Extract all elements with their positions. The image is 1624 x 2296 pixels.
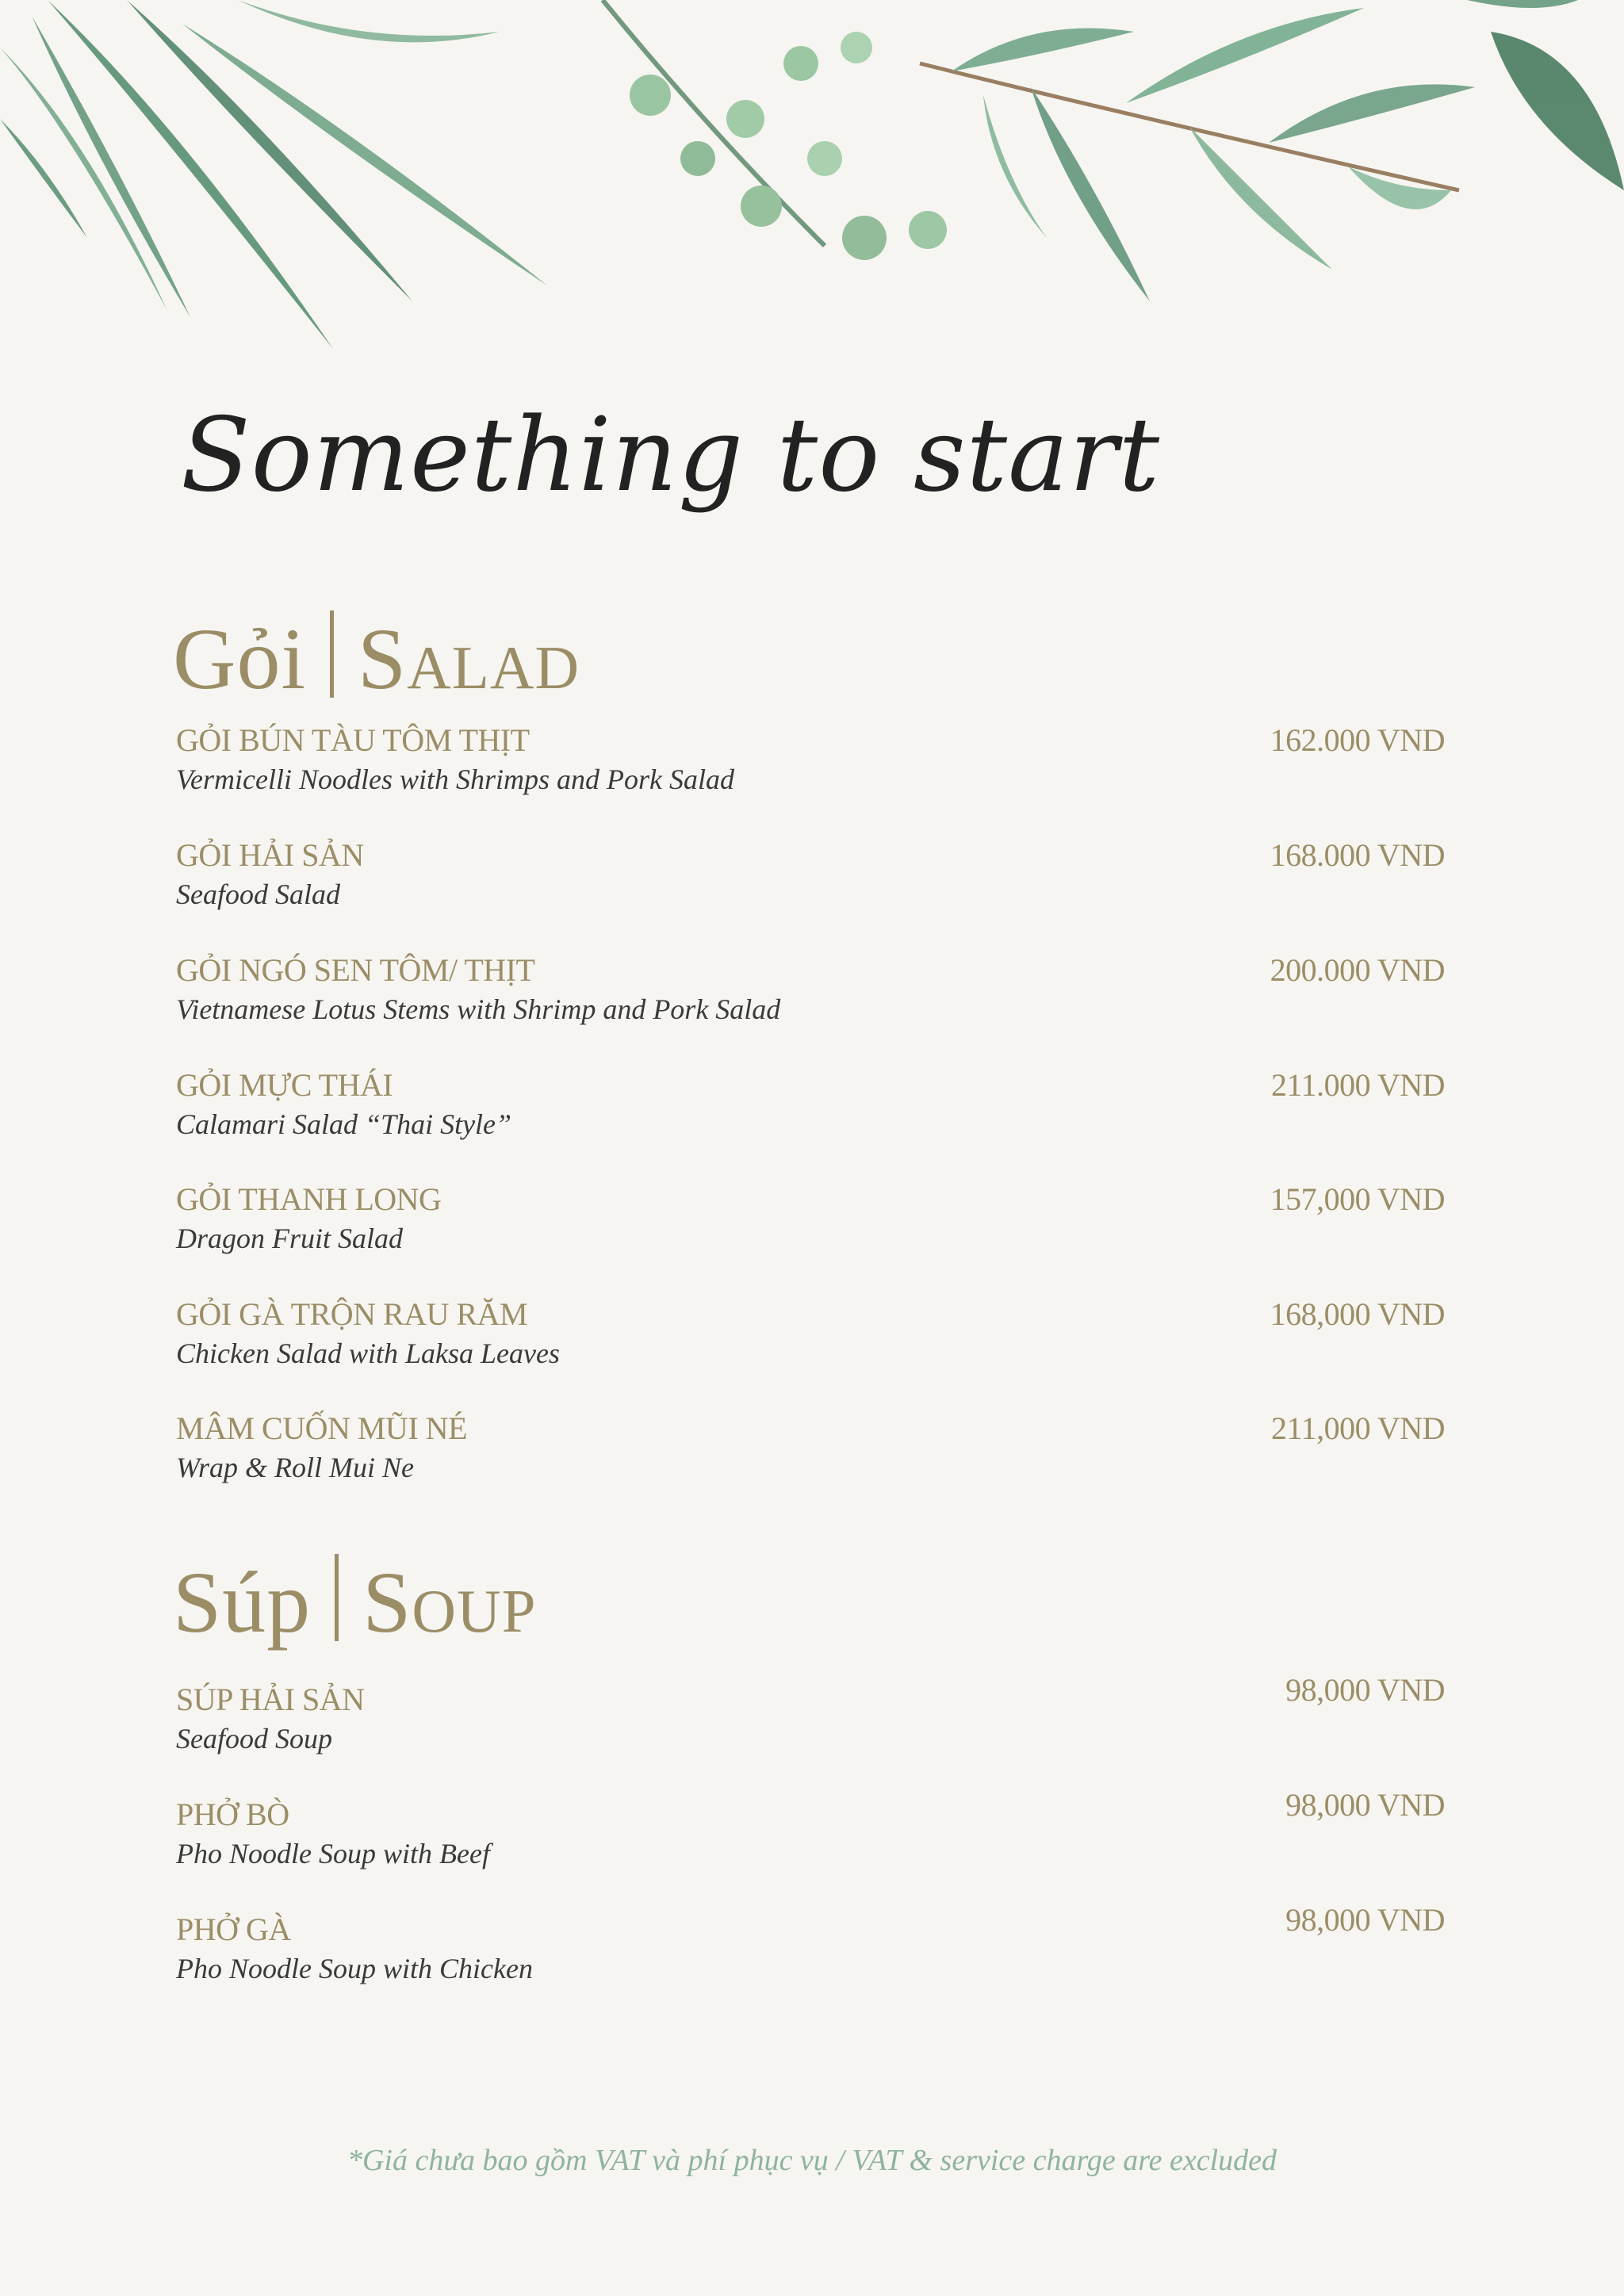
item-price: 98,000 VND	[1285, 1902, 1445, 1938]
menu-item	[176, 836, 1445, 932]
item-description: Pho Noodle Soup with Chicken	[176, 1953, 533, 1984]
section-title-vn: Gỏi	[173, 610, 306, 707]
section-title-en: Salad	[358, 610, 580, 707]
watercolor-leaves-decoration	[0, 0, 1624, 365]
menu-item	[176, 951, 1445, 1047]
item-price: 98,000 VND	[1285, 1787, 1445, 1823]
item-name: GỎI MỰC THÁI	[176, 1067, 393, 1103]
item-price: 162.000 VND	[1270, 722, 1445, 758]
divider	[330, 610, 334, 698]
menu-item	[176, 1787, 1445, 1891]
item-name: MÂM CUỐN MŨI NÉ	[176, 1410, 467, 1446]
item-description: Vermicelli Noodles with Shrimps and Pork Salad	[176, 763, 734, 795]
page-title: Something to start	[181, 396, 1160, 515]
menu-item	[176, 1181, 1445, 1276]
divider	[335, 1554, 339, 1641]
item-name: GỎI GÀ TRỘN RAU RĂM	[176, 1296, 528, 1332]
item-name: GỎI BÚN TÀU TÔM THỊT	[176, 722, 530, 758]
item-description: Seafood Soup	[176, 1723, 332, 1755]
section-title-vn: Súp	[173, 1554, 312, 1651]
footer-note: *Giá chưa bao gồm VAT và phí phục vụ / VAT & service charge are excluded	[347, 2144, 1277, 2177]
item-name: PHỞ BÒ	[176, 1797, 289, 1832]
item-description: Chicken Salad with Laksa Leaves	[176, 1337, 560, 1369]
menu-item	[176, 1066, 1445, 1161]
menu-item	[176, 1410, 1445, 1505]
menu-item	[176, 1295, 1445, 1391]
item-name: GỎI THANH LONG	[176, 1181, 442, 1217]
item-name: PHỞ GÀ	[176, 1911, 291, 1947]
item-name: SÚP HẢI SẢN	[176, 1682, 365, 1717]
item-description: Seafood Salad	[176, 878, 340, 910]
item-name: GỎI HẢI SẢN	[176, 837, 364, 873]
item-price: 211.000 VND	[1271, 1067, 1445, 1103]
item-price: 168,000 VND	[1270, 1296, 1445, 1332]
item-description: Dragon Fruit Salad	[176, 1223, 404, 1254]
item-price: 211,000 VND	[1271, 1410, 1445, 1446]
item-price: 98,000 VND	[1285, 1672, 1445, 1708]
item-description: Calamari Salad “Thai Style”	[176, 1108, 512, 1140]
menu-item	[176, 721, 1445, 817]
menu-item	[176, 1672, 1445, 1776]
item-price: 168.000 VND	[1270, 837, 1445, 873]
menu-item	[176, 1902, 1445, 2006]
item-description: Wrap & Roll Mui Ne	[176, 1452, 414, 1483]
section-title-salad	[173, 610, 580, 707]
item-description: Pho Noodle Soup with Beef	[176, 1838, 490, 1869]
section-title-soup	[173, 1554, 537, 1651]
section-title-en: Soup	[362, 1554, 537, 1651]
item-description: Vietnamese Lotus Stems with Shrimp and Pork Salad	[176, 993, 781, 1025]
item-name: GỎI NGÓ SEN TÔM/ THỊT	[176, 952, 535, 988]
item-price: 200.000 VND	[1270, 952, 1445, 988]
item-price: 157,000 VND	[1270, 1181, 1445, 1217]
